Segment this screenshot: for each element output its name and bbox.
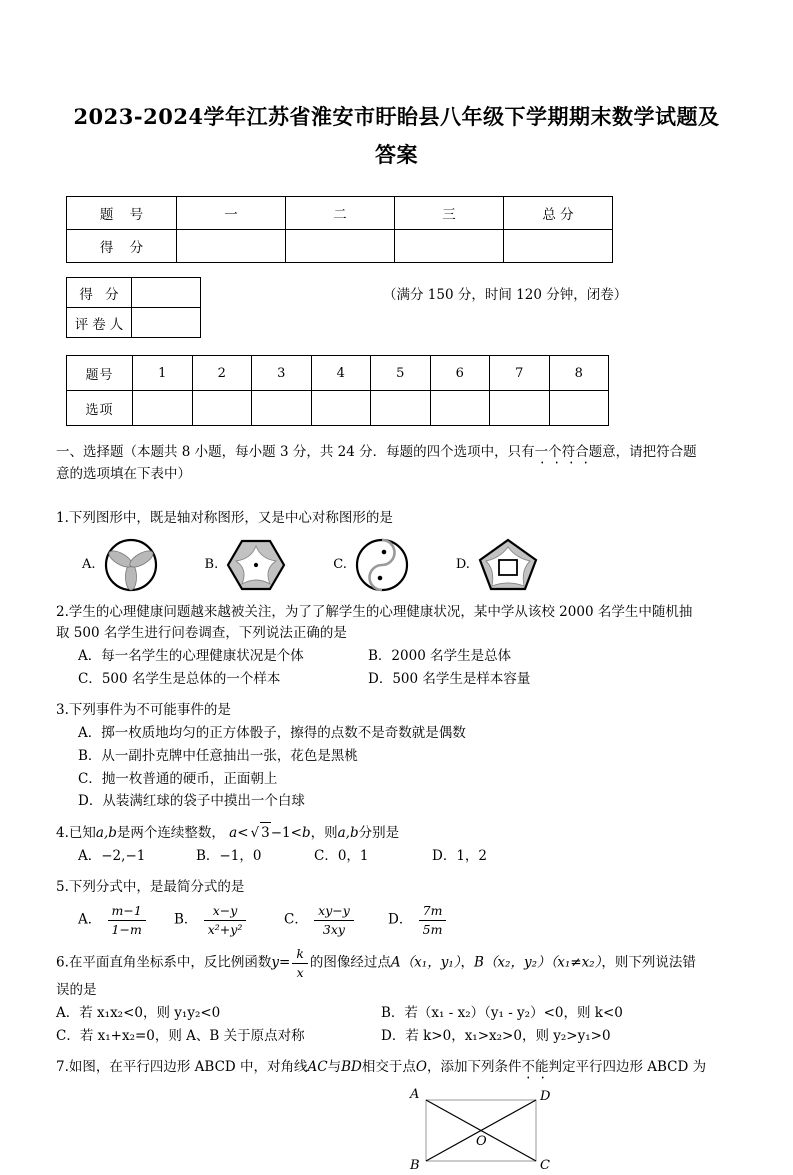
question-6-stem-b: 的图像经过点: [309, 954, 391, 971]
question-2-number: 2.: [56, 603, 69, 620]
question-4-options: [78, 846, 743, 868]
score-cell-2[interactable]: [286, 230, 395, 263]
question-4-ineq-left: a: [229, 825, 238, 842]
question-6-option-d[interactable]: D．若 k>0，x₁>x₂>0，则 y₂>y₁>0: [381, 1028, 611, 1045]
score-table-col-2: 二: [286, 197, 395, 230]
question-1-option-b[interactable]: [205, 537, 288, 593]
answer-table: [66, 355, 609, 426]
fraction-denominator: 1−m: [111, 921, 142, 937]
option-line: [78, 646, 743, 668]
question-4: [56, 822, 743, 868]
question-6: 6.在平面直角坐标系中，反比例函数y= $\frac{k}{x}$ 的图像经过点A（x₁，y₁），B（x₂，y₂）（x₁≠x₂），则下列说法错 误的是 A．若 x₁x₂<0，则 y₁y₂<0 B．若（x₁ - x₂）（y₁ - y₂）<0，则 k<0 C．若 x₁+x₂=0，则 A、B 关于原点对称 D．若 k>0，x₁>x₂>0，则 y₂>y₁>0: [56, 946, 743, 1048]
score-table-col-total: 总 分: [504, 197, 613, 230]
section-heading: [56, 442, 743, 486]
question-3-option-c[interactable]: C．抛一枚普通的硬币，正面朝上: [78, 770, 278, 787]
question-7-stem-b: 与: [327, 1058, 342, 1075]
answer-num-5: 5: [371, 356, 431, 391]
fraction: [314, 903, 354, 937]
score-table-col-3: 三: [395, 197, 504, 230]
question-1-option-c[interactable]: [333, 537, 410, 593]
question-5-option-b[interactable]: [174, 903, 284, 937]
question-5-options: [78, 903, 743, 937]
table-row: [67, 197, 613, 230]
option-line: [56, 1003, 743, 1025]
question-4-option-a[interactable]: A．−2,−1: [78, 848, 146, 865]
option-d-label: D．: [388, 911, 413, 928]
question-4-stem-a: 已知: [68, 825, 96, 842]
question-5-number: 5.: [56, 879, 69, 896]
question-2-option-a[interactable]: A．每一名学生的心理健康状况是个体: [78, 648, 304, 665]
question-2-stem-line2: 取 500 名学生进行问卷调查，下列说法正确的是: [56, 625, 347, 642]
question-4-option-d[interactable]: D．1，2: [432, 848, 488, 865]
table-row: [67, 230, 613, 263]
answer-table-row-label-2: 选项: [67, 391, 133, 426]
question-4-option-b[interactable]: B．−1，0: [196, 848, 262, 865]
question-7-figure: [56, 1083, 743, 1175]
question-4-stem-b: 是两个连续整数，: [116, 825, 225, 842]
score-table-row-label-2: 得 分: [67, 230, 177, 263]
question-2-option-c[interactable]: C．500 名学生是总体的一个样本: [78, 671, 281, 688]
table-row: [67, 356, 609, 391]
question-1-option-d[interactable]: [456, 537, 539, 593]
question-3: [56, 700, 743, 813]
grader-label-score: 得 分: [67, 278, 132, 308]
question-5-stem: 下列分式中，是最简分式的是: [68, 879, 245, 896]
question-4-option-c[interactable]: C．0，1: [314, 848, 369, 865]
option-c-label: C．: [284, 911, 308, 928]
fraction-numerator: 7m: [419, 903, 447, 921]
question-1-option-a[interactable]: [82, 537, 159, 593]
vertex-label-c: C: [540, 1157, 550, 1173]
three-petal-circle-icon: [103, 537, 159, 593]
question-3-options: [78, 723, 743, 813]
section-heading-part2: 题意，请把符合题: [588, 444, 697, 460]
option-line: [78, 669, 743, 691]
answer-num-1: 1: [133, 356, 193, 391]
question-7-stem-d: ，添加下列条件: [426, 1058, 522, 1075]
fraction-numerator: xy−y: [314, 903, 354, 921]
question-2-option-d[interactable]: D．500 名学生是样本容量: [368, 671, 531, 688]
vertex-label-b: B: [410, 1157, 420, 1173]
question-6-point-b: B（x₂，y₂）（x₁≠x₂）: [474, 954, 602, 971]
question-4-vars2: a,b: [337, 825, 359, 842]
question-7: [56, 1057, 743, 1175]
question-2-option-b[interactable]: B．2000 名学生是总体: [368, 648, 512, 665]
question-6-option-a[interactable]: A．若 x₁x₂<0，则 y₁y₂<0: [56, 1005, 221, 1022]
table-row: [67, 278, 201, 308]
question-6-stem-c: ，则下列说法错: [601, 954, 696, 971]
answer-cell-1[interactable]: [133, 391, 193, 426]
answer-num-8: 8: [549, 356, 609, 391]
sqrt-icon: √ 3: [249, 822, 271, 845]
answer-num-6: 6: [430, 356, 490, 391]
question-4-ineq-right: b: [301, 825, 311, 842]
question-1-number: 1.: [56, 509, 69, 526]
score-table-container: [0, 174, 793, 263]
question-6-point-a: A（x₁，y₁）: [390, 954, 461, 971]
option-b-label: B.: [204, 557, 219, 573]
question-7-stem-c: 相交于点: [361, 1058, 416, 1075]
fraction-denominator: x²+y²: [207, 921, 243, 937]
vertex-label-a: A: [410, 1086, 420, 1102]
question-3-option-b[interactable]: B．从一副扑克牌中任意抽出一张，花色是黑桃: [78, 747, 358, 764]
section-heading-line2: 意的选项填在下表中）: [56, 465, 191, 482]
fraction-denominator: 5m: [422, 921, 443, 937]
question-7-o: O: [415, 1058, 427, 1075]
option-d-label: D.: [455, 557, 470, 573]
answer-table-row-label: 题号: [67, 356, 133, 391]
question-4-radicand: 3: [260, 822, 271, 845]
answer-cell-4[interactable]: [311, 391, 371, 426]
fraction-denominator: x: [296, 964, 304, 980]
answer-cell-8[interactable]: [549, 391, 609, 426]
score-cell-1[interactable]: [177, 230, 286, 263]
grader-score-cell[interactable]: [132, 278, 201, 308]
section-heading-part1: 一、选择题（本题共 8 小题，每小题 3 分，共 24 分．每题的四个选项中，只有: [56, 444, 535, 460]
fraction: [108, 903, 146, 937]
option-c-label: C.: [333, 557, 347, 573]
question-6-stem-line2: 误的是: [56, 982, 97, 999]
answer-num-4: 4: [311, 356, 371, 391]
question-2-options: [78, 646, 743, 691]
hexagon-star-icon: [225, 537, 287, 593]
question-4-ineq-mid: <: [237, 825, 249, 842]
question-4-stem-d: 分别是: [358, 825, 400, 842]
answer-cell-7[interactable]: [490, 391, 550, 426]
question-5-option-a[interactable]: [78, 903, 174, 937]
parallelogram-diagram-icon: [386, 1083, 556, 1175]
grader-label-name: 评卷人: [67, 308, 132, 338]
question-6-stem-a: 在平面直角坐标系中，反比例函数: [68, 954, 272, 971]
question-3-option-d[interactable]: D．从装满红球的袋子中摸出一个白球: [78, 793, 305, 810]
question-5-option-c[interactable]: [284, 903, 388, 937]
question-2-stem: 学生的心理健康问题越来越被关注，为了了解学生的心理健康状况，某中学从该校 2000 名学生中随机抽: [68, 603, 693, 620]
question-1-figures: [82, 537, 743, 593]
question-1-stem: 下列图形中，既是轴对称图形，又是中心对称图形的是: [68, 509, 393, 526]
score-table-col-1: 一: [177, 197, 286, 230]
question-5-option-d[interactable]: [388, 903, 448, 937]
fraction: [204, 903, 247, 937]
fraction-numerator: m−1: [108, 903, 146, 921]
answer-table-container: [0, 338, 793, 426]
grader-row: [0, 263, 793, 338]
question-1: [56, 508, 743, 593]
vertex-label-o: O: [476, 1133, 487, 1149]
exam-note: （满分 150 分，时间 120 分钟，闭卷）: [383, 287, 628, 303]
option-a-label: A.: [82, 557, 96, 573]
question-4-ineq-after: −1<: [270, 825, 302, 842]
fraction: [292, 946, 308, 980]
grader-table: [66, 277, 201, 338]
question-7-bd: BD: [341, 1058, 362, 1075]
table-row: [67, 308, 201, 338]
answer-cell-6[interactable]: [430, 391, 490, 426]
answer-num-2: 2: [192, 356, 252, 391]
vertex-label-d: D: [540, 1088, 551, 1104]
question-7-stem-e: 判定平行四边形 ABCD 为: [548, 1058, 707, 1075]
question-6-fn-y: y=: [271, 954, 291, 971]
question-6-option-b[interactable]: B．若（x₁ - x₂）（y₁ - y₂）<0，则 k<0: [381, 1005, 623, 1022]
option-a-label: A．: [78, 911, 102, 928]
question-5: [56, 877, 743, 937]
pentagon-square-icon: [477, 537, 539, 593]
answer-num-3: 3: [252, 356, 312, 391]
fraction: [419, 903, 447, 937]
section-heading-emphasis: 一个符合: [534, 444, 589, 460]
question-6-options: [56, 1003, 743, 1048]
question-4-vars: a,b: [95, 825, 117, 842]
score-cell-total[interactable]: [504, 230, 613, 263]
answer-cell-2[interactable]: [192, 391, 252, 426]
question-7-ac: AC: [307, 1058, 328, 1075]
fraction-numerator: x−y: [204, 903, 247, 921]
grader-name-cell[interactable]: [132, 308, 201, 338]
question-7-number: 7.: [56, 1058, 69, 1075]
question-4-stem-c: ，则: [310, 825, 338, 842]
fraction-denominator: 3xy: [322, 921, 345, 937]
exam-body: [0, 426, 793, 1175]
score-table: [66, 196, 613, 263]
fraction-numerator: k: [292, 946, 308, 964]
score-cell-3[interactable]: [395, 230, 504, 263]
question-3-stem: 下列事件为不可能事件的是: [68, 702, 231, 719]
yin-yang-circle-icon: [354, 537, 410, 593]
question-7-emphasis: 不能: [521, 1058, 549, 1075]
question-6-number: 6.: [56, 954, 69, 971]
question-3-number: 3.: [56, 702, 69, 719]
question-2: [56, 602, 743, 691]
question-6-option-c[interactable]: C．若 x₁+x₂=0，则 A、B 关于原点对称: [56, 1028, 305, 1045]
question-7-stem-a: 如图，在平行四边形 ABCD 中，对角线: [68, 1058, 308, 1075]
answer-cell-3[interactable]: [252, 391, 312, 426]
option-b-label: B．: [174, 911, 198, 928]
score-table-row-label: 题 号: [67, 197, 177, 230]
page-title: 2023-2024学年江苏省淮安市盱眙县八年级下学期期末数学试题及答案: [73, 104, 720, 167]
question-4-number: 4.: [56, 825, 69, 842]
answer-cell-5[interactable]: [371, 391, 431, 426]
table-row: [67, 391, 609, 426]
answer-num-7: 7: [490, 356, 550, 391]
question-3-option-a[interactable]: A．掷一枚质地均匀的正方体骰子，擦得的点数不是奇数就是偶数: [78, 724, 466, 741]
option-line: [56, 1026, 743, 1048]
